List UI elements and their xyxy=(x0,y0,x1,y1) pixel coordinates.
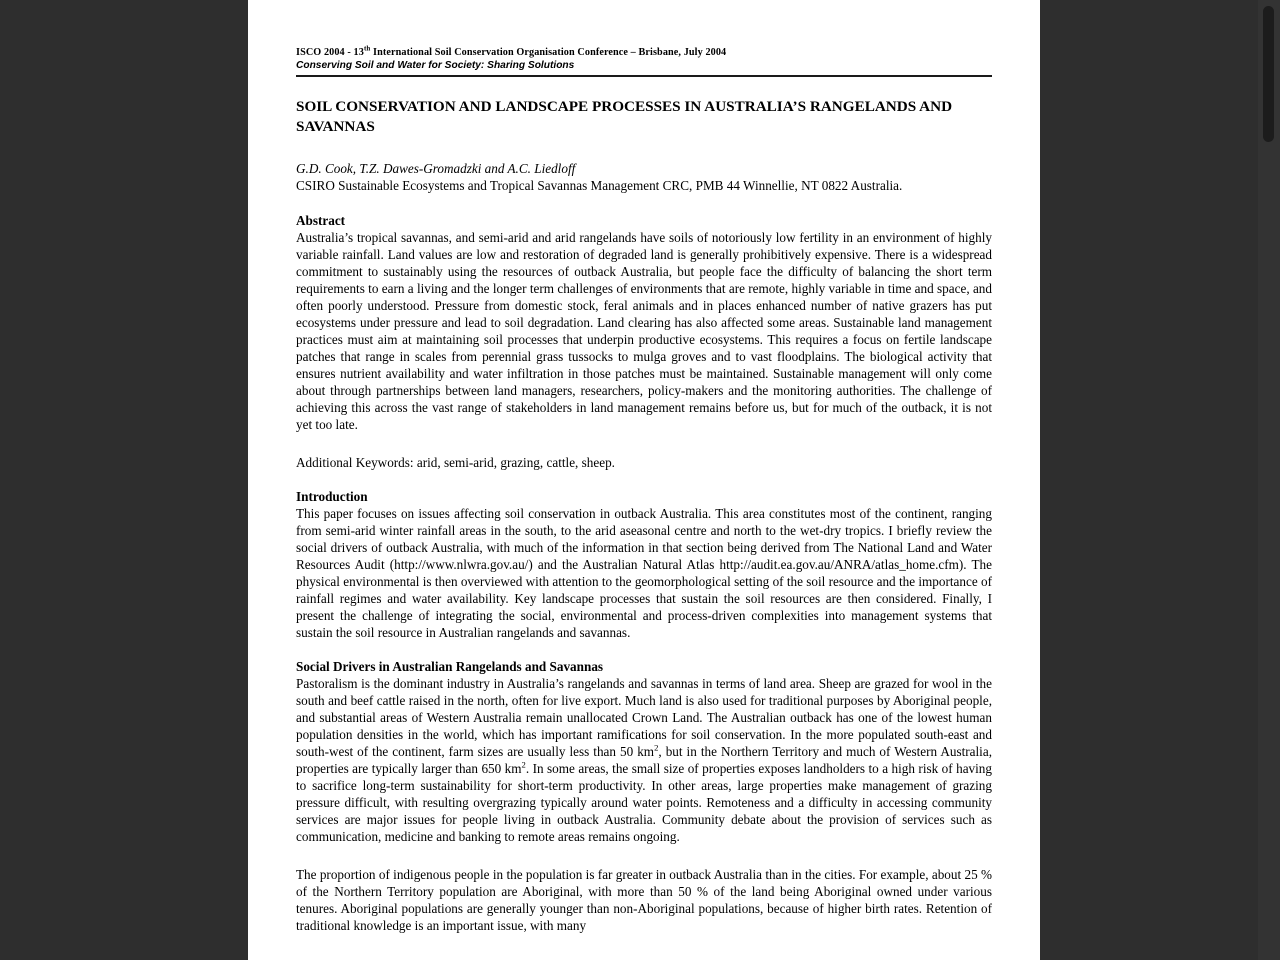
introduction-paragraph: This paper focuses on issues affecting soil conservation in outback Australia. This area constitutes most of the continent, ranging from semi-arid winter rainfall areas in the south, to the arid aseasonal centre and north to the wet-dry tropics. I briefly review the social drivers of outback Australia, with much of the information in that section being derived from The National Land and Water Resources Audit (http://www.nlwra.gov.au/) and the Australian Natural Atlas http://audit.ea.gov.au/ANRA/atlas_home.cfm). The physical environmental is then overviewed with attention to the geomorphological setting of the soil resource and the importance of rainfall regimes and water availability. Key landscape processes that sustain the soil resources are then considered. Finally, I present the challenge of integrating the social, environmental and process-driven complexities into management systems that sustain the soil resource in Australian rangelands and savannas. xyxy=(296,506,992,640)
header-divider xyxy=(296,75,992,77)
author-list: G.D. Cook, T.Z. Dawes-Gromadzki and A.C. Liedloff xyxy=(296,161,576,176)
social-drivers-paragraph-1 xyxy=(296,675,992,845)
spacer xyxy=(296,433,992,454)
author-affiliation: CSIRO Sustainable Ecosystems and Tropical Savannas Management CRC, PMB 44 Winnellie, NT 0822 Australia. xyxy=(296,177,903,193)
document-page xyxy=(248,0,1040,960)
square-kilometre-superscript: 2 xyxy=(654,742,659,753)
running-header-line-2: Conserving Soil and Water for Society: Sharing Solutions xyxy=(296,60,575,71)
running-header-line-1 xyxy=(296,46,992,59)
spacer xyxy=(296,845,992,866)
vertical-scrollbar-thumb[interactable] xyxy=(1263,6,1274,142)
running-header-ordinal-superscript: th xyxy=(363,44,371,53)
square-kilometre-superscript: 2 xyxy=(521,759,526,770)
social-drivers-p1-part-2: , but in the Northern Territory and much of Western Australia, properties are typically larger than 650 km xyxy=(296,744,993,776)
section-heading-introduction: Introduction xyxy=(296,489,368,504)
social-drivers-paragraph-2: The proportion of indigenous people in the population is far greater in outback Australia than in the cities. For example, about 25 % of the Northern Territory population are Aboriginal, with more than 50 % of the land being Aboriginal owned under various tenures. Aboriginal populations are generally younger than non-Aboriginal populations, because of higher birth rates. Retention of traditional knowledge is an important issue, with many xyxy=(296,867,992,933)
spacer xyxy=(296,471,992,488)
abstract-paragraph: Australia’s tropical savannas, and semi-arid and arid rangelands have soils of notoriously low fertility in an environment of highly variable rainfall. Land values are low and restoration of degraded land is generally prohibitively expensive. There is a widespread commitment to sustainably using the resources of outback Australia, but people face the difficulty of balancing the short term requirements to earn a living and the longer term challenges of environments that are remote, highly variable in time and space, and often poorly understood. Pressure from domestic stock, feral animals and in places enhanced number of native grazers has put ecosystems under pressure and lead to soil degradation. Land clearing has also affected some areas. Sustainable land management practices must aim at maintaining soil processes that underpin productive ecosystems. This requires a focus on fertile landscape patches that range in scales from perennial grass tussocks to mulga groves and to vast floodplains. The biological activity that ensures nutrient availability and water infiltration in those patches must be maintained. Sustainable management will only come about through partnerships between land managers, researchers, policy-makers and the monitoring authorities. The challenge of achieving this across the vast range of stakeholders in land management remains before us, but for much of the outback, it is not yet too late. xyxy=(296,230,992,432)
page-content xyxy=(296,0,992,934)
social-drivers-p1-part-3: . In some areas, the small size of properties exposes landholders to a high risk of having to sacrifice long-term sustainability for short-term productivity. In other areas, large properties make management of grazing pressure difficult, with resulting overgrazing typically around water points. Remoteness and a difficulty in accessing community services are major issues for people living in outback Australia. Community debate about the provision of services such as communication, medicine and banking to remote areas remains ongoing. xyxy=(296,761,992,844)
social-drivers-p1-part-1: Pastoralism is the dominant industry in Australia’s rangelands and savannas in terms of land area. Sheep are grazed for wool in the south and beef cattle raised in the north, often for live export. Much land is also used for traditional purposes by Aboriginal people, and substantial areas of Western Australia remain unallocated Crown Land. The Australian outback has one of the lowest human population densities in the world, which has important ramifications for soil conservation. In the more populated south-east and south-west of the continent, farm sizes are usually less than 50 km xyxy=(296,676,992,759)
running-header-prefix: ISCO 2004 - 13 xyxy=(296,47,364,58)
spacer xyxy=(296,641,992,658)
section-heading-abstract: Abstract xyxy=(296,213,346,228)
vertical-scrollbar-track[interactable] xyxy=(1258,0,1280,960)
running-header xyxy=(296,0,992,77)
section-heading-social-drivers: Social Drivers in Australian Rangelands and Savannas xyxy=(296,659,604,674)
keywords-line: Additional Keywords: arid, semi-arid, grazing, cattle, sheep. xyxy=(296,455,615,470)
running-header-suffix: International Soil Conservation Organisation Conference – Brisbane, July 2004 xyxy=(370,47,727,58)
page-title: SOIL CONSERVATION AND LANDSCAPE PROCESSES IN AUSTRALIA’S RANGELANDS AND SAVANNAS xyxy=(296,98,953,135)
